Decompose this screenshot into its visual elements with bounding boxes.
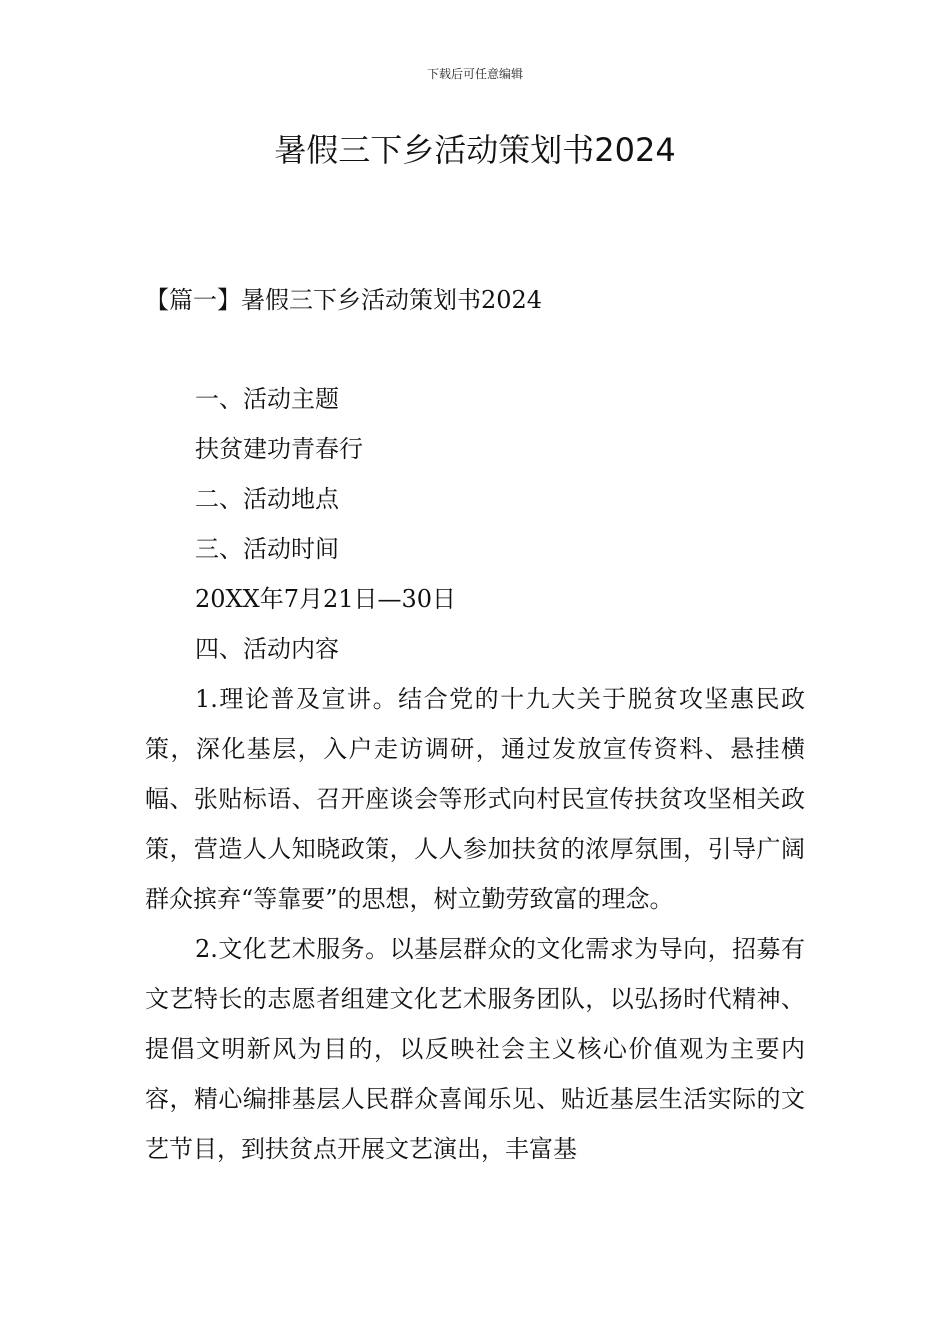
heading-activity-theme: 一、活动主题 [195, 385, 339, 413]
section-heading: 【篇一】暑假三下乡活动策划书2024 [145, 286, 543, 314]
activity-time-value: 20XX年7月21日—30日 [195, 585, 457, 613]
document-body [145, 374, 805, 1174]
heading-activity-time: 三、活动时间 [195, 535, 339, 563]
page-header-note: 下载后可任意编辑 [426, 67, 523, 81]
heading-activity-location: 二、活动地点 [195, 485, 339, 513]
activity-theme-value: 扶贫建功青春行 [195, 435, 363, 463]
paragraph-theory-outreach: 1.理论普及宣讲。结合党的十九大关于脱贫攻坚惠民政策，深化基层，入户走访调研，通过发放宣传资料、悬挂横幅、张贴标语、召开座谈会等形式向村民宣传扶贫攻坚相关政策，营造人人知晓政策，人人参加扶贫的浓厚氛围，引导广阔群众摈弃“等靠要”的思想，树立勤劳致富的理念。 [145, 685, 805, 913]
paragraph-culture-art-service: 2.文化艺术服务。以基层群众的文化需求为导向，招募有文艺特长的志愿者组建文化艺术服务团队，以弘扬时代精神、提倡文明新风为目的，以反映社会主义核心价值观为主要内容，精心编排基层人民群众喜闻乐见、贴近基层生活实际的文艺节目，到扶贫点开展文艺演出，丰富基 [145, 935, 805, 1163]
document-title: 暑假三下乡活动策划书2024 [274, 131, 676, 169]
heading-activity-content: 四、活动内容 [195, 635, 339, 663]
